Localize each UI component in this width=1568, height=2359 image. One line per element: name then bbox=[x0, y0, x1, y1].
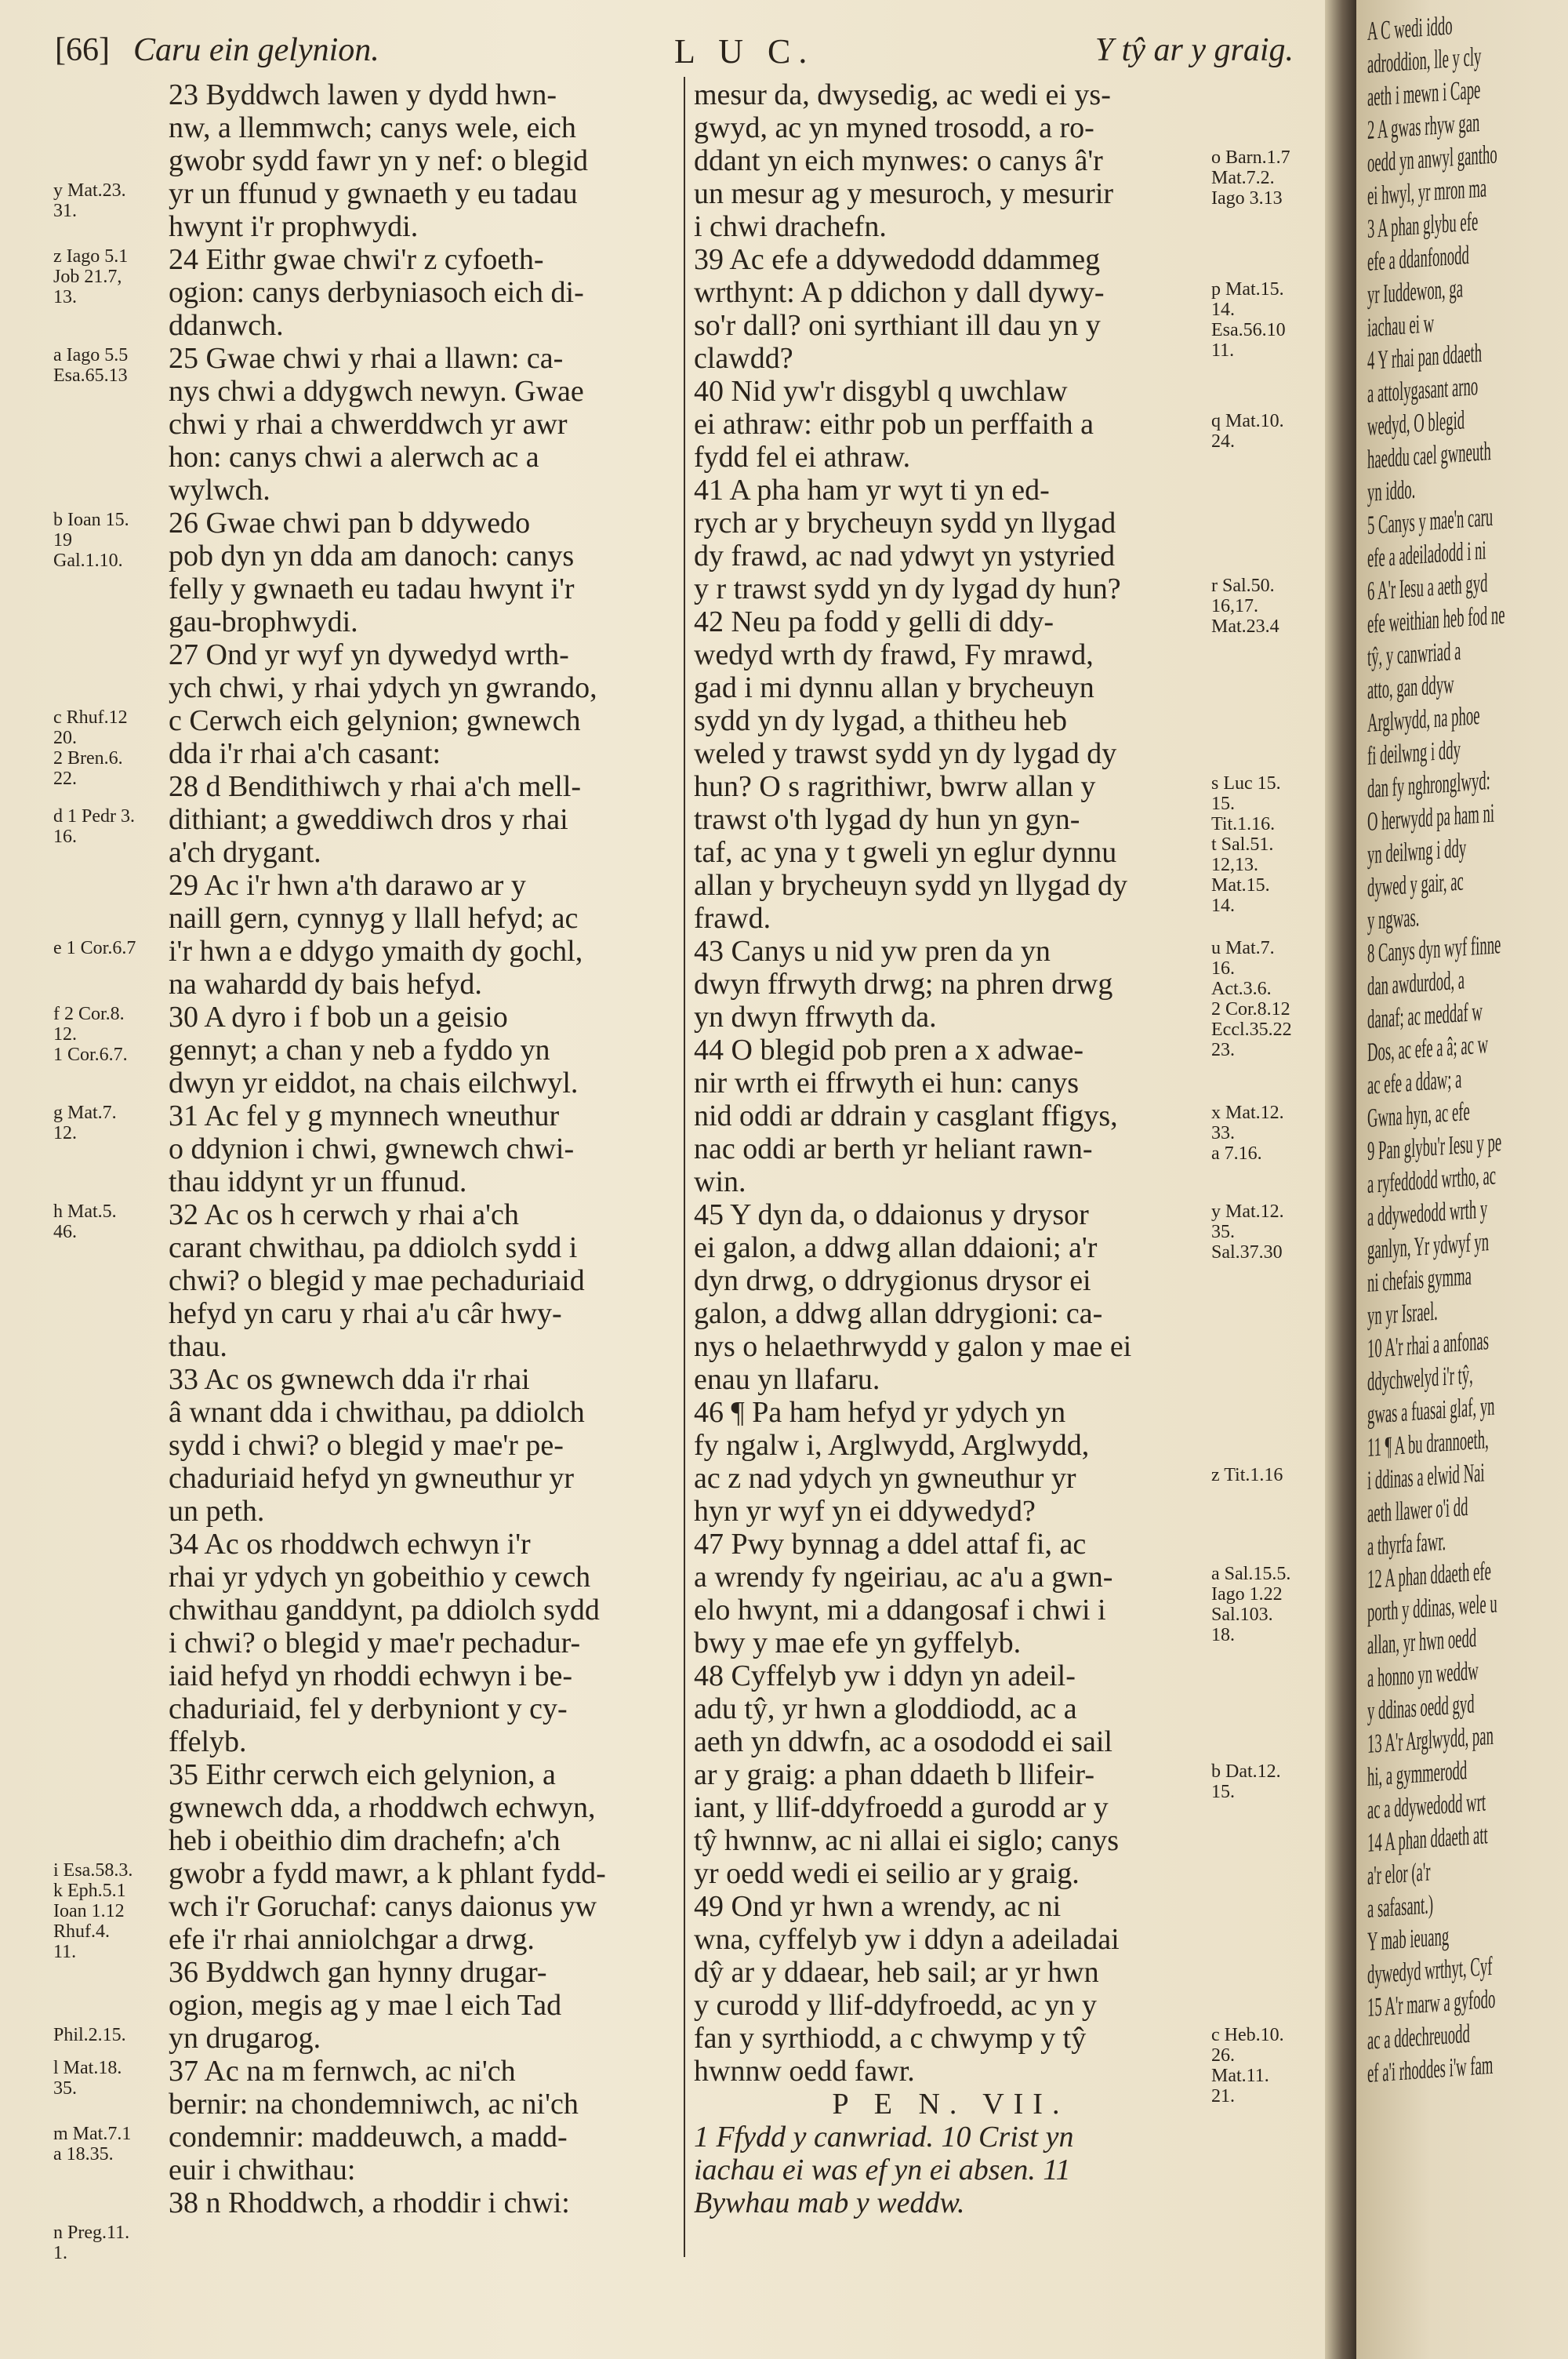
adjacent-text-line: Arglwydd, na phoe bbox=[1367, 700, 1480, 738]
text-line: ogion, megis ag y mae l eich Tad bbox=[169, 1989, 562, 2022]
adjacent-text-line: dan fy nghronglwyd: bbox=[1367, 766, 1490, 804]
margin-note: z Tit.1.16 bbox=[1211, 1465, 1283, 1485]
adjacent-text-line: y ngwas. bbox=[1367, 903, 1420, 936]
text-line: yr oedd wedi ei seilio ar y graig. bbox=[694, 1857, 1080, 1890]
text-line: clawdd? bbox=[694, 342, 793, 375]
text-line: chwi y rhai a chwerddwch yr awr bbox=[169, 408, 568, 441]
text-line: 40 Nid yw'r disgybl q uwchlaw bbox=[694, 375, 1068, 408]
adjacent-text-line: a ryfeddodd wrtho, ac bbox=[1367, 1161, 1497, 1199]
text-line: thau. bbox=[169, 1330, 227, 1363]
text-line: 27 Ond yr wyf yn dywedyd wrth- bbox=[169, 638, 569, 671]
adjacent-text-line: hi, a gymmerodd bbox=[1367, 1756, 1468, 1792]
text-line: nac oddi ar berth yr heliant rawn- bbox=[694, 1132, 1093, 1165]
text-line: carant chwithau, pa ddiolch sydd i bbox=[169, 1231, 578, 1264]
left-running-title: Caru ein gelynion. bbox=[133, 32, 379, 68]
margin-note: y Mat.23. 31. bbox=[53, 180, 126, 221]
adjacent-text-line: wedyd, O blegid bbox=[1367, 405, 1465, 442]
chapter-summary-line: iachau ei was ef yn ei absen. 11 bbox=[694, 2154, 1071, 2186]
text-line: sydd i chwi? o blegid y mae'r pe- bbox=[169, 1429, 564, 1462]
text-line: 28 d Bendithiwch y rhai a'ch mell- bbox=[169, 770, 582, 803]
text-line: elo hwynt, mi a ddangosaf i chwi i bbox=[694, 1594, 1106, 1627]
text-line: pob dyn yn dda am danoch: canys bbox=[169, 540, 575, 572]
adjacent-text-line: efe a ddanfonodd bbox=[1367, 240, 1469, 277]
adjacent-text-line: 8 Canys dyn wyf finne bbox=[1367, 930, 1501, 969]
adjacent-text-line: Dos, ac efe a â; ac w bbox=[1367, 1030, 1489, 1067]
text-line: taf, ac yna y t gweli yn eglur dynnu bbox=[694, 836, 1117, 869]
margin-note: p Mat.15. 14. Esa.56.10 11. bbox=[1211, 279, 1286, 361]
text-line: y r trawst sydd yn dy lygad dy hun? bbox=[694, 572, 1121, 605]
text-line: gwnewch dda, a rhoddwch echwyn, bbox=[169, 1791, 596, 1824]
adjacent-text-line: dywedyd wrthyt, Cyf bbox=[1367, 1951, 1493, 1990]
text-line: dŷ ar y ddaear, heb sail; ar yr hwn bbox=[694, 1956, 1099, 1989]
margin-note: n Preg.11. 1. bbox=[53, 2223, 130, 2263]
chapter-summary-line: 1 Ffydd y canwriad. 10 Crist yn bbox=[694, 2121, 1074, 2154]
adjacent-text-line: 2 A gwas rhyw gan bbox=[1367, 107, 1480, 145]
text-line: wch i'r Goruchaf: canys daionus yw bbox=[169, 1890, 597, 1923]
text-line: 48 Cyffelyb yw i ddyn yn adeil- bbox=[694, 1659, 1076, 1692]
adjacent-text-line: tŷ, y canwriad a bbox=[1367, 636, 1461, 672]
adjacent-text-line: ni chefais gymma bbox=[1367, 1261, 1472, 1298]
text-line: ddant yn eich mynwes: o canys â'r bbox=[694, 144, 1103, 177]
text-line: wedyd wrth dy frawd, Fy mrawd, bbox=[694, 638, 1094, 671]
margin-note: g Mat.7. 12. bbox=[53, 1103, 117, 1143]
adjacent-text-line: 5 Canys y mae'n caru bbox=[1367, 502, 1494, 540]
text-line: heb i obeithio dim drachefn; a'ch bbox=[169, 1824, 561, 1857]
text-line: hun? O s ragrithiwr, bwrw allan y bbox=[694, 770, 1096, 803]
adjacent-text-line: O herwydd pa ham ni bbox=[1367, 798, 1495, 837]
text-line: yr un ffunud y gwnaeth y eu tadau bbox=[169, 177, 578, 210]
margin-note: c Heb.10. 26. Mat.11. 21. bbox=[1211, 2025, 1284, 2106]
adjacent-text-line: ef a'i rhoddes i'w fam bbox=[1367, 2050, 1494, 2088]
adjacent-text-line: ac a ddechreuodd bbox=[1367, 2019, 1470, 2055]
adjacent-text-line: oedd yn anwyl gantho bbox=[1367, 140, 1497, 178]
adjacent-text-line: yr Iuddewon, ga bbox=[1367, 274, 1464, 310]
adjacent-text-line: a safasant.) bbox=[1367, 1890, 1434, 1924]
adjacent-page-text bbox=[1367, 2, 1557, 2091]
adjacent-text-line: a thyrfa fawr. bbox=[1367, 1526, 1446, 1561]
chapter-summary-line: Bywhau mab y weddw. bbox=[694, 2186, 965, 2219]
text-line: 46 ¶ Pa ham hefyd yr ydych yn bbox=[694, 1396, 1066, 1429]
adjacent-text-line: gwas a fuasai glaf, yn bbox=[1367, 1391, 1495, 1430]
text-line: hyn yr wyf yn ei ddywedyd? bbox=[694, 1495, 1036, 1528]
text-line: 42 Neu pa fodd y gelli di ddy- bbox=[694, 605, 1054, 638]
text-line: rhai yr ydych yn gobeithio y cewch bbox=[169, 1561, 591, 1594]
adjacent-text-line: ddychwelyd i'r tŷ, bbox=[1367, 1360, 1473, 1397]
text-line: dy frawd, ac nad ydwyt yn ystyried bbox=[694, 540, 1116, 572]
text-line: bwy y mae efe yn gyffelyb. bbox=[694, 1627, 1022, 1659]
text-line: gwobr sydd fawr yn y nef: o blegid bbox=[169, 144, 589, 177]
running-head bbox=[55, 31, 1309, 78]
adjacent-text-line: yn iddo. bbox=[1367, 474, 1416, 507]
adjacent-text-line: y ddinas oedd gyd bbox=[1367, 1689, 1475, 1726]
adjacent-text-line: 6 A'r Iesu a aeth gyd bbox=[1367, 569, 1488, 606]
text-line: 32 Ac os h cerwch y rhai a'ch bbox=[169, 1198, 519, 1231]
text-line: 25 Gwae chwi y rhai a llawn: ca- bbox=[169, 342, 564, 375]
adjacent-text-line: 10 A'r rhai a anfonas bbox=[1367, 1326, 1489, 1364]
text-line: ei galon, a ddwg allan ddaioni; a'r bbox=[694, 1231, 1098, 1264]
text-line: condemnir: maddeuwch, a madd- bbox=[169, 2121, 568, 2154]
right-running-title: Y tŷ ar y graig. bbox=[1094, 32, 1294, 68]
text-line: gwyd, ac yn myned trosodd, a ro- bbox=[694, 111, 1094, 144]
adjacent-text-line: haeddu cael gwneuth bbox=[1367, 436, 1491, 474]
text-line: nid oddi ar ddrain y casglant ffigys, bbox=[694, 1100, 1118, 1132]
text-line: dwyn yr eiddot, na chais eilchwyl. bbox=[169, 1067, 579, 1100]
text-line: iant, y llif-ddyfroedd a gurodd ar y bbox=[694, 1791, 1109, 1824]
text-line: 33 Ac os gwnewch dda i'r rhai bbox=[169, 1363, 530, 1396]
text-line: 26 Gwae chwi pan b ddywedo bbox=[169, 507, 531, 540]
text-line: efe i'r rhai anniolchgar a drwg. bbox=[169, 1923, 535, 1956]
adjacent-text-line: danaf; ac meddaf w bbox=[1367, 997, 1483, 1034]
page-number: [66] bbox=[55, 32, 110, 68]
text-line: c Cerwch eich gelynion; gwnewch bbox=[169, 704, 581, 737]
text-line: weled y trawst sydd yn dy lygad dy bbox=[694, 737, 1117, 770]
adjacent-text-line: a attolygasant arno bbox=[1367, 372, 1479, 409]
margin-note: e 1 Cor.6.7 bbox=[53, 938, 136, 958]
text-line: yn dwyn ffrwyth da. bbox=[694, 1001, 937, 1034]
text-line: 45 Y dyn da, o ddaionus y drysor bbox=[694, 1198, 1089, 1231]
text-line: 35 Eithr cerwch eich gelynion, a bbox=[169, 1758, 556, 1791]
adjacent-text-line: fi deilwng i ddy bbox=[1367, 735, 1461, 771]
text-line: 24 Eithr gwae chwi'r z cyfoeth- bbox=[169, 243, 544, 276]
text-line: 36 Byddwch gan hynny drugar- bbox=[169, 1956, 547, 1989]
adjacent-text-line: yn deilwng i ddy bbox=[1367, 834, 1467, 870]
text-line: a wrendy fy ngeiriau, ac a'u a gwn- bbox=[694, 1561, 1113, 1594]
text-line: nys chwi a ddygwch newyn. Gwae bbox=[169, 375, 584, 408]
text-line: hwnnw oedd fawr. bbox=[694, 2055, 915, 2088]
text-line: 39 Ac efe a ddywedodd ddammeg bbox=[694, 243, 1101, 276]
text-line: gad i mi dynnu allan y brycheuyn bbox=[694, 671, 1094, 704]
text-line: 38 n Rhoddwch, a rhoddir i chwi: bbox=[169, 2186, 570, 2219]
text-line: â wnant dda i chwithau, pa ddiolch bbox=[169, 1396, 585, 1429]
text-line: euir i chwithau: bbox=[169, 2154, 356, 2186]
text-line: 34 Ac os rhoddwch echwyn i'r bbox=[169, 1528, 531, 1561]
text-line: nw, a llemmwch; canys wele, eich bbox=[169, 111, 576, 144]
text-line: thau iddynt yr un ffunud. bbox=[169, 1165, 467, 1198]
text-line: 43 Canys u nid yw pren da yn bbox=[694, 935, 1051, 968]
text-line: chaduriaid hefyd yn gwneuthur yr bbox=[169, 1462, 575, 1495]
margin-note: y Mat.12. 35. Sal.37.30 bbox=[1211, 1201, 1284, 1263]
left-column bbox=[169, 78, 678, 2219]
adjacent-text-line: Gwna hyn, ac efe bbox=[1367, 1096, 1470, 1133]
adjacent-text-line: i ddinas a elwid Nai bbox=[1367, 1458, 1485, 1496]
adjacent-page bbox=[1356, 0, 1568, 2359]
text-line: dda i'r rhai a'ch casant: bbox=[169, 737, 441, 770]
text-line: un peth. bbox=[169, 1495, 265, 1528]
margin-note: o Barn.1.7 Mat.7.2. Iago 3.13 bbox=[1211, 147, 1290, 209]
text-line: ac z nad ydych yn gwneuthur yr bbox=[694, 1462, 1076, 1495]
text-line: enau yn llafaru. bbox=[694, 1363, 880, 1396]
text-line: frawd. bbox=[694, 902, 771, 935]
adjacent-text-line: 3 A phan glybu efe bbox=[1367, 207, 1479, 244]
adjacent-text-line: yn yr Israel. bbox=[1367, 1296, 1438, 1331]
text-line: nys o helaethrwydd y galon y mae ei bbox=[694, 1330, 1132, 1363]
text-line: dyn drwg, o ddrygionus drysor ei bbox=[694, 1264, 1091, 1297]
adjacent-text-line: 15 A'r marw a gyfodo bbox=[1367, 1984, 1496, 2023]
adjacent-text-line: 4 Y rhai pan ddaeth bbox=[1367, 338, 1483, 376]
margin-note: z Iago 5.1 Job 21.7, 13. bbox=[53, 246, 129, 307]
text-line: yn drugarog. bbox=[169, 2022, 321, 2055]
adjacent-text-line: ei hwyl, yr mron ma bbox=[1367, 173, 1487, 211]
text-line: fy ngalw i, Arglwydd, Arglwydd, bbox=[694, 1429, 1090, 1462]
adjacent-text-line: ganlyn, Yr ydwyf yn bbox=[1367, 1227, 1490, 1265]
text-line: 47 Pwy bynnag a ddel attaf fi, ac bbox=[694, 1528, 1087, 1561]
adjacent-text-line: a'r elor (a'r bbox=[1367, 1857, 1431, 1891]
text-line: dithiant; a gweddiwch dros y rhai bbox=[169, 803, 568, 836]
margin-note: l Mat.18. 35. bbox=[53, 2058, 122, 2099]
text-line: so'r dall? oni syrthiant ill dau yn y bbox=[694, 309, 1101, 342]
text-line: wylwch. bbox=[169, 474, 270, 507]
right-column bbox=[694, 78, 1207, 2219]
adjacent-text-line: adroddion, lle y cly bbox=[1367, 42, 1482, 79]
margin-note: d 1 Pedr 3. 16. bbox=[53, 806, 135, 847]
adjacent-text-line: aeth i mewn i Cape bbox=[1367, 75, 1481, 112]
adjacent-text-line: iachau ei w bbox=[1367, 309, 1435, 343]
chapter-heading: P E N. VII. bbox=[832, 2088, 1069, 2121]
text-line: ei athraw: eithr pob un perffaith a bbox=[694, 408, 1094, 441]
adjacent-text-line: allan, yr hwn oedd bbox=[1367, 1623, 1477, 1660]
text-line: sydd yn dy lygad, a thitheu heb bbox=[694, 704, 1067, 737]
adjacent-text-line: 13 A'r Arglwydd, pan bbox=[1367, 1721, 1494, 1759]
text-line: 29 Ac i'r hwn a'th darawo ar y bbox=[169, 869, 526, 902]
text-line: y curodd y llif-ddyfroedd, ac yn y bbox=[694, 1989, 1097, 2022]
text-line: win. bbox=[694, 1165, 746, 1198]
text-line: ffelyb. bbox=[169, 1725, 247, 1758]
margin-note: c Rhuf.12 20. 2 Bren.6. 22. bbox=[53, 707, 128, 789]
book-title: L U C. bbox=[674, 32, 815, 71]
text-line: na wahardd dy bais hefyd. bbox=[169, 968, 482, 1001]
adjacent-text-line: ac a ddywedodd wrt bbox=[1367, 1787, 1486, 1825]
text-line: 41 A pha ham yr wyt ti yn ed- bbox=[694, 474, 1050, 507]
text-line: ogion: canys derbyniasoch eich di- bbox=[169, 276, 584, 309]
adjacent-text-line: Y mab ieuang bbox=[1367, 1921, 1450, 1957]
margin-note: s Luc 15. 15. Tit.1.16. t Sal.51. 12,13. Mat.15. 14. bbox=[1211, 773, 1281, 916]
text-line: gau-brophwydi. bbox=[169, 605, 358, 638]
text-line: wna, cyffelyb yw i ddyn a adeiladai bbox=[694, 1923, 1120, 1956]
adjacent-text-line: aeth llawer o'i dd bbox=[1367, 1492, 1468, 1528]
text-line: fydd fel ei athraw. bbox=[694, 441, 911, 474]
margin-note: q Mat.10. 24. bbox=[1211, 411, 1284, 452]
text-line: chaduriaid, fel y derbyniont y cy- bbox=[169, 1692, 568, 1725]
text-line: gwobr a fydd mawr, a k phlant fydd- bbox=[169, 1857, 606, 1890]
text-line: gennyt; a chan y neb a fyddo yn bbox=[169, 1034, 550, 1067]
margin-note: b Dat.12. 15. bbox=[1211, 1761, 1281, 1802]
text-line: a'ch drygant. bbox=[169, 836, 321, 869]
margin-note: Phil.2.15. bbox=[53, 2025, 126, 2045]
margin-note: u Mat.7. 16. Act.3.6. 2 Cor.8.12 Eccl.35.22 23. bbox=[1211, 938, 1292, 1060]
text-line: nir wrth ei ffrwyth ei hun: canys bbox=[694, 1067, 1080, 1100]
adjacent-text-line: efe a adeiladodd i ni bbox=[1367, 536, 1486, 573]
text-line: ar y graig: a phan ddaeth b llifeir- bbox=[694, 1758, 1094, 1791]
text-line: iaid hefyd yn rhoddi echwyn i be- bbox=[169, 1659, 572, 1692]
text-line: aeth yn ddwfn, ac a osododd ei sail bbox=[694, 1725, 1112, 1758]
margin-note: h Mat.5. 46. bbox=[53, 1201, 117, 1242]
margin-note: a Iago 5.5 Esa.65.13 bbox=[53, 345, 129, 386]
adjacent-text-line: dan awdurdod, a bbox=[1367, 965, 1465, 1001]
adjacent-text-line: 14 A phan ddaeth att bbox=[1367, 1820, 1488, 1858]
adjacent-text-line: atto, gan ddyw bbox=[1367, 670, 1454, 705]
margin-note: a Sal.15.5. Iago 1.22 Sal.103. 18. bbox=[1211, 1564, 1291, 1645]
text-line: o ddynion i chwi, gwnewch chwi- bbox=[169, 1132, 575, 1165]
text-line: mesur da, dwysedig, ac wedi ei ys- bbox=[694, 78, 1111, 111]
text-line: tŷ hwnnw, ac ni allai ei siglo; canys bbox=[694, 1824, 1120, 1857]
text-line: un mesur ag y mesuroch, y mesurir bbox=[694, 177, 1114, 210]
text-line: fan y syrthiodd, a c chwymp y tŷ bbox=[694, 2022, 1087, 2055]
text-line: bernir: na chondemniwch, ac ni'ch bbox=[169, 2088, 579, 2121]
margin-note: r Sal.50. 16,17. Mat.23.4 bbox=[1211, 576, 1279, 637]
text-line: i'r hwn a e ddygo ymaith dy gochl, bbox=[169, 935, 583, 968]
margin-note: x Mat.12. 33. a 7.16. bbox=[1211, 1103, 1284, 1164]
text-line: rych ar y brycheuyn sydd yn llygad bbox=[694, 507, 1116, 540]
text-line: galon, a ddwg allan ddrygioni: ca- bbox=[694, 1297, 1103, 1330]
text-line: ddanwch. bbox=[169, 309, 284, 342]
text-line: i chwi? o blegid y mae'r pechadur- bbox=[169, 1627, 581, 1659]
text-line: hwynt i'r prophwydi. bbox=[169, 210, 419, 243]
adjacent-text-line: 11 ¶ A bu drannoeth, bbox=[1367, 1425, 1489, 1463]
adjacent-text-line: 12 A phan ddaeth efe bbox=[1367, 1556, 1491, 1594]
margin-note: m Mat.7.1 a 18.35. bbox=[53, 2124, 132, 2165]
adjacent-text-line: a honno yn weddw bbox=[1367, 1656, 1479, 1693]
adjacent-text-line: efe weithian heb fod ne bbox=[1367, 600, 1505, 639]
book-gutter bbox=[1325, 0, 1356, 2359]
text-line: allan y brycheuyn sydd yn llygad dy bbox=[694, 869, 1128, 902]
adjacent-text-line: A C wedi iddo bbox=[1367, 11, 1453, 46]
adjacent-text-line: ac efe a ddaw; a bbox=[1367, 1064, 1462, 1100]
text-line: 31 Ac fel y g mynnech wneuthur bbox=[169, 1100, 560, 1132]
column-divider bbox=[684, 77, 685, 2257]
text-line: i chwi drachefn. bbox=[694, 210, 887, 243]
adjacent-text-line: 9 Pan glybu'r Iesu y pe bbox=[1367, 1128, 1502, 1166]
text-line: felly y gwnaeth eu tadau hwynt i'r bbox=[169, 572, 575, 605]
text-line: naill gern, cynnyg y llall hefyd; ac bbox=[169, 902, 579, 935]
text-line: 23 Byddwch lawen y dydd hwn- bbox=[169, 78, 557, 111]
margin-note: f 2 Cor.8. 12. 1 Cor.6.7. bbox=[53, 1004, 128, 1065]
text-line: hefyd yn caru y rhai a'u câr hwy- bbox=[169, 1297, 562, 1330]
text-line: dwyn ffrwyth drwg; na phren drwg bbox=[694, 968, 1113, 1001]
adjacent-text-line: porth y ddinas, wele u bbox=[1367, 1589, 1497, 1627]
margin-note: i Esa.58.3. k Eph.5.1 Ioan 1.12 Rhuf.4. 11. bbox=[53, 1860, 133, 1962]
text-line: adu tŷ, yr hwn a gloddiodd, ac a bbox=[694, 1692, 1077, 1725]
text-line: hon: canys chwi a alerwch ac a bbox=[169, 441, 539, 474]
text-line: ych chwi, y rhai ydych yn gwrando, bbox=[169, 671, 597, 704]
text-line: 30 A dyro i f bob un a geisio bbox=[169, 1001, 508, 1034]
adjacent-text-line: a ddywedodd wrth y bbox=[1367, 1194, 1488, 1232]
text-line: 37 Ac na m fernwch, ac ni'ch bbox=[169, 2055, 516, 2088]
text-line: 44 O blegid pob pren a x adwae- bbox=[694, 1034, 1084, 1067]
text-line: chwi? o blegid y mae pechaduriaid bbox=[169, 1264, 585, 1297]
adjacent-text-line: dywed y gair, ac bbox=[1367, 867, 1464, 903]
margin-note: b Ioan 15. 19 Gal.1.10. bbox=[53, 510, 129, 571]
text-line: chwithau ganddynt, pa ddiolch sydd bbox=[169, 1594, 600, 1627]
text-line: trawst o'th lygad dy hun yn gyn- bbox=[694, 803, 1080, 836]
text-line: wrthynt: A p ddichon y dall dywy- bbox=[694, 276, 1105, 309]
text-line: 49 Ond yr hwn a wrendy, ac ni bbox=[694, 1890, 1062, 1923]
